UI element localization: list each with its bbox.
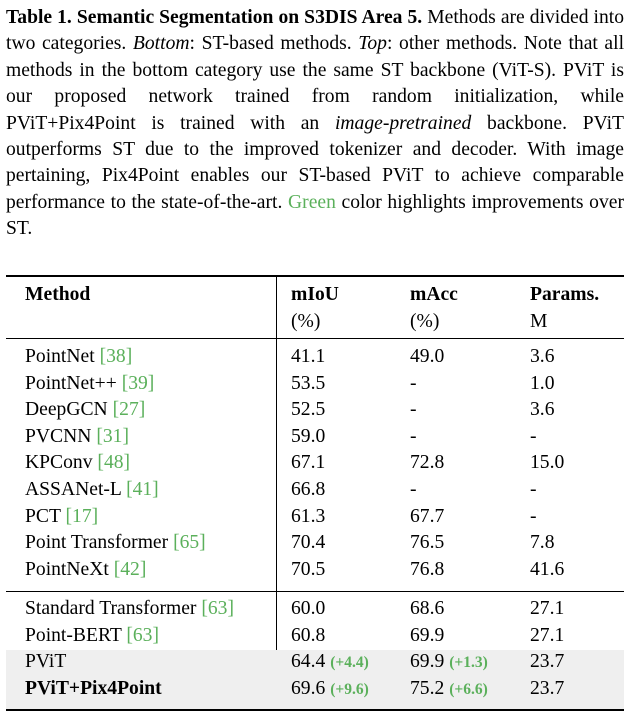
- method-cell: [25, 558, 146, 582]
- miou-improvement: (+4.4): [330, 654, 369, 672]
- macc-cell: [410, 451, 444, 475]
- miou-value: 41.1: [291, 346, 326, 367]
- params-cell: 27.1: [530, 624, 565, 646]
- macc-value: 67.7: [410, 505, 445, 527]
- macc-value: 49.0: [410, 346, 445, 367]
- miou-cell: [291, 531, 325, 555]
- macc-improvement: (+1.3): [449, 654, 488, 672]
- caption-text-2: : other methods. Note that all methods in the bottom category use the same ST backbone (ViT-S). PViT is our proposed network trained from random initialization, while PViT+Pix4Point is trained with an: [6, 33, 625, 134]
- table-header-rule: [6, 338, 624, 339]
- caption-text-1: Methods are divided into two categories.: [6, 7, 625, 55]
- column-divider: [276, 277, 277, 709]
- miou-cell: [291, 558, 325, 582]
- method-name: PointNet++: [25, 372, 117, 394]
- macc-improvement: (+6.6): [449, 680, 488, 698]
- params-cell: 41.6: [530, 558, 565, 580]
- header-miou: mIoU: [291, 284, 339, 305]
- header-method: Method: [25, 284, 91, 305]
- citation-ref: [27]: [112, 399, 146, 421]
- method-cell: [25, 478, 159, 502]
- macc-cell: [410, 597, 444, 621]
- macc-value: 69.9: [410, 624, 445, 646]
- caption-image-pretrained: image-pretrained: [334, 112, 472, 134]
- method-cell: [25, 650, 66, 674]
- miou-value: 61.3: [291, 505, 326, 527]
- miou-cell: [291, 425, 325, 449]
- method-name: PointNet: [25, 346, 95, 367]
- caption-title: Semantic Segmentation on S3DIS Area 5.: [76, 7, 423, 28]
- citation-ref: [48]: [97, 452, 131, 474]
- method-name: ASSANet-L: [25, 479, 122, 500]
- miou-value: 64.4: [291, 651, 326, 673]
- caption-label: Table 1.: [6, 7, 72, 28]
- citation-ref: [38]: [99, 346, 133, 367]
- miou-value: 70.5: [291, 558, 326, 580]
- method-name: PViT: [25, 651, 67, 673]
- macc-cell: [410, 345, 444, 369]
- macc-value: -: [410, 479, 417, 500]
- header-params-unit: M: [530, 311, 548, 332]
- miou-value: 52.5: [291, 399, 326, 421]
- params-cell: 27.1: [530, 598, 565, 619]
- macc-cell: [410, 425, 417, 449]
- params-cell: 23.7: [530, 677, 565, 699]
- method-cell: [25, 677, 162, 701]
- miou-value: 66.8: [291, 479, 326, 500]
- method-name: Point Transformer: [25, 532, 169, 554]
- method-cell: [25, 505, 98, 529]
- miou-cell: [291, 677, 369, 702]
- header-macc: mAcc: [410, 284, 458, 305]
- miou-cell: [291, 398, 325, 422]
- method-cell: [25, 451, 130, 475]
- method-cell: [25, 597, 234, 621]
- miou-value: 60.0: [291, 598, 326, 619]
- params-cell: 15.0: [530, 452, 565, 474]
- citation-ref: [41]: [126, 479, 159, 500]
- macc-cell: [410, 677, 488, 702]
- method-name: Standard Transformer: [25, 598, 197, 619]
- macc-value: -: [410, 425, 417, 447]
- params-cell: 3.6: [530, 346, 555, 367]
- miou-cell: [291, 650, 369, 675]
- params-cell: 23.7: [530, 651, 565, 673]
- citation-ref: [63]: [201, 598, 234, 619]
- table-bottom-rule: [6, 709, 624, 711]
- params-cell: 1.0: [530, 372, 555, 394]
- caption-green-word: Green: [288, 191, 336, 213]
- caption-bottom-text: : ST-based methods.: [189, 33, 352, 55]
- miou-value: 69.6: [291, 677, 326, 699]
- miou-improvement: (+9.6): [330, 680, 369, 698]
- header-macc-unit: (%): [410, 311, 440, 332]
- miou-cell: [291, 451, 325, 475]
- method-name: Point-BERT: [25, 624, 122, 646]
- macc-cell: [410, 398, 417, 422]
- miou-value: 59.0: [291, 425, 326, 447]
- miou-value: 53.5: [291, 372, 326, 394]
- params-cell: 7.8: [530, 532, 555, 554]
- params-cell: -: [530, 505, 537, 527]
- citation-ref: [17]: [65, 505, 99, 527]
- method-cell: [25, 345, 132, 369]
- method-cell: [25, 624, 159, 648]
- table-caption: [6, 5, 624, 243]
- macc-cell: [410, 505, 444, 529]
- macc-cell: [410, 650, 488, 675]
- miou-cell: [291, 478, 325, 502]
- macc-value: 72.8: [410, 452, 445, 474]
- miou-cell: [291, 505, 325, 529]
- method-cell: [25, 425, 129, 449]
- miou-value: 67.1: [291, 452, 326, 474]
- caption-text-4: color highlights improvements over ST.: [6, 191, 624, 240]
- macc-cell: [410, 372, 417, 396]
- header-miou-unit: (%): [291, 311, 321, 332]
- macc-cell: [410, 531, 444, 555]
- method-name: PCT: [25, 505, 61, 527]
- macc-value: 68.6: [410, 598, 445, 619]
- macc-value: -: [410, 399, 417, 421]
- miou-cell: [291, 345, 325, 369]
- method-cell: [25, 372, 154, 396]
- miou-cell: [291, 372, 325, 396]
- citation-ref: [65]: [173, 532, 206, 554]
- params-cell: 3.6: [530, 399, 555, 421]
- caption-top-label: Top: [358, 33, 387, 55]
- macc-cell: [410, 558, 444, 582]
- table-top-rule: [6, 275, 624, 277]
- macc-cell: [410, 478, 417, 502]
- miou-value: 70.4: [291, 532, 326, 554]
- method-name: PViT+Pix4Point: [25, 677, 162, 699]
- method-cell: [25, 531, 206, 555]
- citation-ref: [31]: [96, 425, 129, 447]
- macc-value: 76.8: [410, 558, 445, 580]
- params-cell: -: [530, 479, 537, 500]
- macc-value: -: [410, 372, 417, 394]
- citation-ref: [39]: [121, 372, 155, 394]
- miou-cell: [291, 597, 325, 621]
- macc-value: 76.5: [410, 532, 445, 554]
- method-name: PointNeXt: [25, 558, 109, 580]
- table-group-rule: [6, 591, 624, 592]
- citation-ref: [42]: [113, 558, 147, 580]
- miou-value: 60.8: [291, 624, 326, 646]
- macc-value: 69.9: [410, 651, 445, 673]
- method-cell: [25, 398, 145, 422]
- method-name: KPConv: [25, 452, 93, 474]
- method-name: PVCNN: [25, 425, 92, 447]
- macc-cell: [410, 624, 444, 648]
- header-params: Params.: [530, 284, 600, 305]
- miou-cell: [291, 624, 325, 648]
- citation-ref: [63]: [126, 624, 160, 646]
- caption-text-3: backbone. PViT outperforms ST due to the improved tokenizer and decoder. With image pertaining, Pix4Point enables our ST-based PViT to achieve comparable performance to the state-of-the-art.: [6, 112, 624, 213]
- method-name: DeepGCN: [25, 399, 108, 421]
- caption-bottom-label: Bottom: [132, 33, 190, 55]
- macc-value: 75.2: [410, 677, 445, 699]
- params-cell: -: [530, 425, 537, 447]
